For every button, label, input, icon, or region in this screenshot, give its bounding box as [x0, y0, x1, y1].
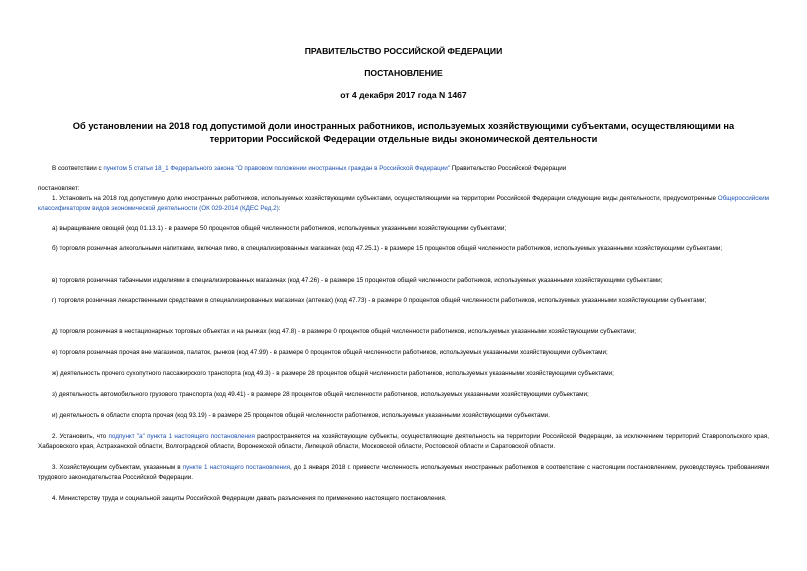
- document-date: от 4 декабря 2017 года N 1467: [340, 90, 467, 100]
- item-4-paragraph: 4. Министерству труда и социальной защиты Российской Федерации давать разъяснения по применению настоящего постановления.: [52, 495, 447, 502]
- item-3-text-after: , до 1 января 2018 г. привести численность используемых иностранных работников в соответствие с настоящим постановлением, руководствуясь требованиями трудового законодательства Российской Федерации.: [38, 464, 769, 481]
- subitem-z: з) деятельность автомобильного грузового транспорта (код 49.41) - в размере 28 процентов общей численности работников, используемых указанными хозяйствующими субъектами;: [52, 391, 589, 398]
- item-1-tail: :: [278, 204, 281, 212]
- document-title: Об установлении на 2018 год допустимой доли иностранных работников, используемых хозяйствующими субъектами, осуществляющими на территории Российской Федерации отдельные виды экономической деятельности: [72, 121, 735, 144]
- item-1-paragraph: [38, 194, 769, 213]
- issuing-authority: ПРАВИТЕЛЬСТВО РОССИЙСКОЙ ФЕДЕРАЦИИ: [304, 46, 503, 56]
- subitem-zh: ж) деятельность прочего сухопутного пассажирского транспорта (код 49.3) - в размере 28 процентов общей численности работников, используемых указанными хозяйствующими субъектами;: [52, 370, 614, 377]
- preamble-text-after: Правительство Российской Федерации: [450, 165, 567, 172]
- preamble-paragraph: [38, 164, 769, 174]
- subitem-a: а) выращивание овощей (код 01.13.1) - в размере 50 процентов общей численности работников, используемых указанными хозяйствующими субъектами;: [52, 225, 507, 232]
- item-3-text-before: 3. Хозяйствующим субъектам, указанным в: [52, 464, 183, 471]
- subitem-d: д) торговля розничная в нестационарных торговых объектах и на рынках (код 47.8) - в размере 0 процентов общей численности работников, используемых указанными хозяйствующими субъектами;: [52, 328, 637, 335]
- subitem-b: б) торговля розничная алкогольными напитками, включая пиво, в специализированных магазинах (код 47.25.1) - в размере 15 процентов общей численности работников, используемых указанными хозяйствующими субъектами;: [52, 245, 723, 252]
- document-kind: ПОСТАНОВЛЕНИЕ: [364, 68, 443, 78]
- subitem-e: е) торговля розничная прочая вне магазинов, палаток, рынков (код 47.99) - в размере 0 процентов общей численности работников, используемых указанными хозяйствующими субъектами;: [52, 349, 608, 356]
- item-2-text-before: 2. Установить, что: [52, 433, 109, 440]
- subitem-i: и) деятельность в области спорта прочая (код 93.19) - в размере 25 процентов общей численности работников, используемых указанными хозяйствующими субъектами.: [52, 412, 550, 419]
- subitem-g: г) торговля розничная лекарственными средствами в специализированных магазинах (аптеках) (код 47.73) - в размере 0 процентов общей численности работников, используемых указанными хозяйствующими субъектами;: [52, 297, 707, 304]
- item-2-text-after: распространяется на хозяйствующие субъекты, осуществляющие деятельность на территории Российской Федерации, за исключением территорий Ставропольского края, Хабаровского края, Астраханской области, Волгоградской области, Воронежской области, Липецкой области, Московской области, Ростовской области и Саратовской области.: [38, 433, 769, 450]
- item-1-text: 1. Установить на 2018 год допустимую долю иностранных работников, используемых хозяйствующими субъектами, осуществляющими на территории Российской Федерации следующие виды деятельности, предусмотренные: [52, 195, 718, 202]
- decrees-word: постановляет:: [38, 185, 80, 192]
- item-1-link[interactable]: пункте 1 настоящего постановления: [182, 464, 291, 471]
- subitem-v: в) торговля розничная табачными изделиями в специализированных магазинах (код 47.26) - в размере 15 процентов общей численности работников, используемых указанными хозяйствующими субъектами;: [52, 277, 663, 284]
- item-2-paragraph: [38, 432, 769, 451]
- subitem-a-link[interactable]: подпункт "а" пункта 1 настоящего постановления: [108, 433, 255, 440]
- item-3-paragraph: [38, 463, 769, 482]
- federal-law-link[interactable]: пунктом 5 статьи 18_1 Федерального закона "О правовом положении иностранных граждан в Российской Федерации": [103, 165, 450, 172]
- okved-classifier-link[interactable]: Общероссийским классификатором видов экономической деятельности (ОК 029-2014 (КДЕС Ред.2): [38, 195, 769, 212]
- preamble-text-before: В соответствии с: [52, 165, 104, 172]
